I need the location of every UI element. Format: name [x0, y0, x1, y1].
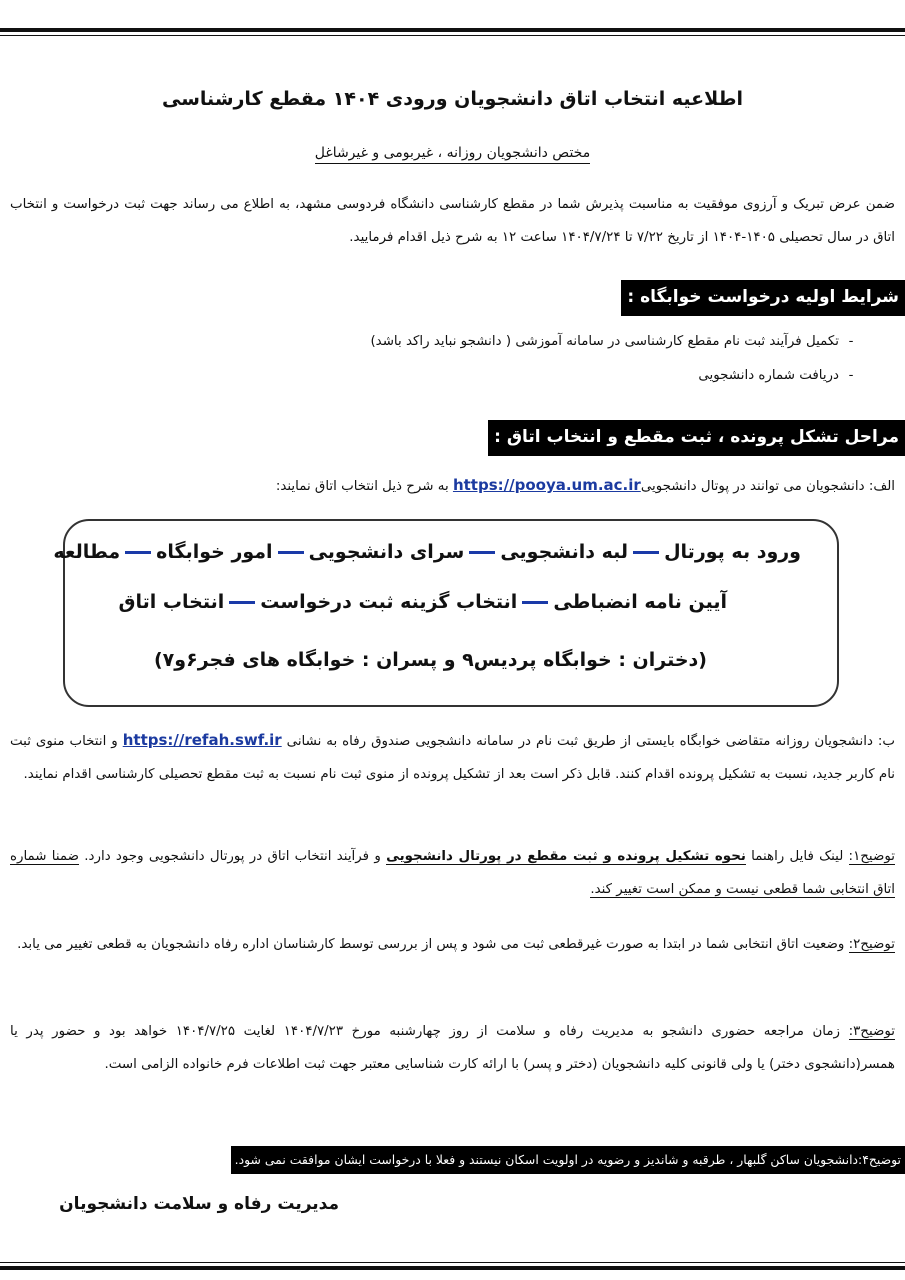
- dorms-line: (دختران : خوابگاه پردیس۹ و پسران : خوابگاه های فجر۶و۷): [153, 649, 707, 671]
- top-border-thin: [0, 35, 905, 36]
- steps-line-2: آیین نامه انضباطیانتخاب گزینه ثبت درخواستانتخاب اتاق: [118, 591, 727, 613]
- signature: مدیریت رفاه و سلامت دانشجویان: [59, 1194, 339, 1214]
- arrow-icon: [522, 601, 548, 604]
- section-heading-conditions: شرایط اولیه درخواست خوابگاه :: [621, 280, 905, 316]
- bottom-border-thick: [0, 1266, 905, 1270]
- bottom-border-thin: [0, 1262, 905, 1263]
- note-2: توضیح۲: وضعیت اتاق انتخابی شما در ابتدا به صورت غیرقطعی ثبت می شود و پس از بررسی توسط کارشناسان اداره رفاه دانشجویان به قطعی تغییر می یابد.: [17, 937, 895, 952]
- intro-paragraph: ضمن عرض تبریک و آرزوی موفقیت به مناسبت پذیرش شما در مقطع کارشناسی دانشگاه فردوسی مشهد، به اطلاع می رساند جهت ثبت درخواست و انتخاب اتاق در سال تحصیلی ۱۴۰۵-۱۴۰۴ از تاریخ ۷/۲۲ تا ۱۴۰۴/۷/۲۴ ساعت ۱۲ به شرح ذیل اقدام فرمایید.: [10, 197, 895, 245]
- note-3: توضیح۳: زمان مراجعه حضوری دانشجو به مدیریت رفاه و سلامت از روز چهارشنبه مورخ ۱۴۰۴/۷/۲۳ لغایت ۱۴۰۴/۷/۲۵ خواهد بود و حضور پدر یا همسر(دانشجوی دختر) یا ولی قانونی کلیه دانشجویان (دختر و پسر) با ارائه کارت شناسایی معتبر جهت ثبت اطلاعات فرم خانواده الزامی است.: [10, 1024, 895, 1072]
- section-heading-steps: مراحل تشکل پرونده ، ثبت مقطع و انتخاب اتاق :: [488, 420, 905, 456]
- page-title: اطلاعیه انتخاب اتاق دانشجویان ورودی ۱۴۰۴ مقطع کارشناسی: [162, 88, 743, 110]
- refah-link[interactable]: https://refah.swf.ir: [122, 731, 282, 749]
- beh-paragraph: ب: دانشجویان روزانه متقاضی خوابگاه بایستی از طریق ثبت نام در سامانه دانشجویی صندوق رفاه به نشانی https://refah.swf.ir و انتخاب منوی ثبت نام کاربر جدید، نسبت به تشکیل پرونده اقدام کنند. قابل ذکر است بعد از تشکیل پرونده از منوی ثبت نام نسبت به ثبت مقطع تحصیلی کارشناسی اقدام نمایند.: [10, 731, 895, 782]
- top-border-thick: [0, 28, 905, 32]
- alef-paragraph: الف: دانشجویان می توانند در پوتال دانشجوییhttps://pooya.um.ac.ir به شرح ذیل انتخاب اتاق نمایند:: [275, 476, 895, 494]
- pooya-link[interactable]: https://pooya.um.ac.ir: [452, 476, 641, 494]
- arrow-icon: [125, 551, 151, 554]
- arrow-icon: [633, 551, 659, 554]
- arrow-icon: [278, 551, 304, 554]
- steps-box: [53, 519, 839, 707]
- note-4: توضیح۴:دانشجویان ساکن گلبهار ، طرقبه و شاندیز و رضویه در اولویت اسکان نیستند و فعلا با درخواست ایشان موافقت نمی شود.: [231, 1146, 905, 1174]
- condition-item: -تکمیل فرآیند ثبت نام مقطع کارشناسی در سامانه آموزشی ( دانشجو نباید راکد باشد): [370, 334, 854, 349]
- guide-link[interactable]: نحوه تشکیل پرونده و ثبت مقطع در پورتال دانشجویی: [386, 849, 746, 864]
- condition-item: -دریافت شماره دانشجویی: [698, 368, 854, 383]
- note-1: توضیح۱: لینک فایل راهنما نحوه تشکیل پرونده و ثبت مقطع در پورتال دانشجویی و فرآیند انتخاب اتاق در پورتال دانشجویی وجود دارد. ضمنا شماره اتاق انتخابی شما قطعی نیست و ممکن است تغییر کند.: [10, 849, 895, 897]
- page-subtitle: مختص دانشجویان روزانه ، غیربومی و غیرشاغل: [0, 145, 905, 161]
- arrow-icon: [229, 601, 255, 604]
- arrow-icon: [469, 551, 495, 554]
- steps-line-1: ورود به پورتاللبه دانشجوییسرای دانشجوییامور خوابگاهمطالعه: [53, 541, 801, 563]
